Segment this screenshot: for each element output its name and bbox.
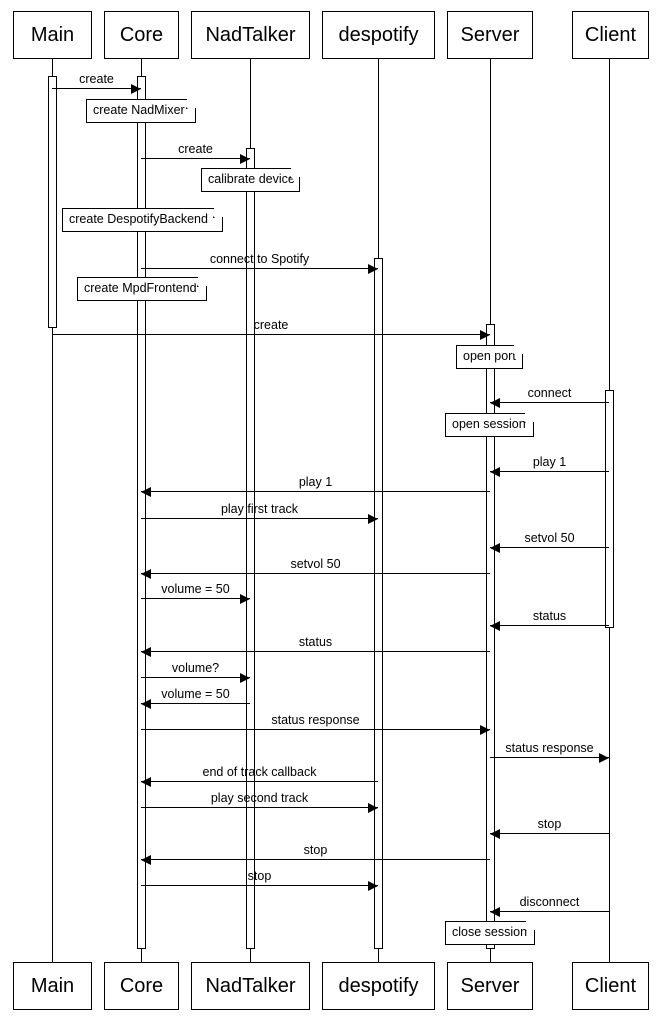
message-line <box>490 402 609 403</box>
note-text: create DespotifyBackend <box>69 212 208 226</box>
note-text: close session <box>452 925 528 939</box>
message-line <box>141 859 490 860</box>
message-label: connect to Spotify <box>209 252 310 266</box>
lifeline-header-client: Client <box>572 11 649 59</box>
note-fold-corner-icon <box>513 345 523 355</box>
lifeline-footer-main: Main <box>13 962 92 1010</box>
message-label: play 1 <box>532 455 567 469</box>
message-label: volume = 50 <box>161 582 230 596</box>
lifeline-footer-server: Server <box>447 962 533 1010</box>
note-fold-corner-icon <box>525 921 535 931</box>
message-line <box>141 518 378 519</box>
note-box <box>86 99 196 123</box>
note-box <box>456 345 523 369</box>
message-line <box>141 677 250 678</box>
message-label: status response <box>505 741 594 755</box>
note-box <box>445 413 534 437</box>
note-fold-corner-icon <box>197 277 207 287</box>
message-label: status <box>532 609 567 623</box>
activation-bar-main <box>48 76 57 328</box>
message-label: stop <box>303 843 328 857</box>
note-text: create NadMixer <box>93 103 185 117</box>
message-label: setvol 50 <box>290 557 341 571</box>
message-line <box>141 573 490 574</box>
message-line <box>490 471 609 472</box>
message-line <box>490 547 609 548</box>
message-label: stop <box>247 869 272 883</box>
lifeline-header-core: Core <box>104 11 179 59</box>
lifeline-footer-core: Core <box>104 962 179 1010</box>
lifeline-footer-despotify: despotify <box>322 962 435 1010</box>
note-fold-corner-icon <box>213 208 223 218</box>
message-label: disconnect <box>519 895 580 909</box>
message-line <box>141 729 490 730</box>
message-line <box>141 598 250 599</box>
note-fold-corner-icon <box>524 413 534 423</box>
note-text: open port <box>463 349 516 363</box>
message-line <box>141 268 378 269</box>
message-label: status response <box>271 713 360 727</box>
message-label: volume? <box>171 661 220 675</box>
note-box <box>201 168 300 192</box>
message-label: play first track <box>220 502 299 516</box>
lifeline-footer-client: Client <box>572 962 649 1010</box>
lifeline-header-main: Main <box>13 11 92 59</box>
message-line <box>490 757 609 758</box>
message-line <box>141 651 490 652</box>
message-label: create <box>79 72 114 86</box>
activation-bar-client <box>605 390 614 628</box>
message-label: stop <box>537 817 562 831</box>
message-line <box>52 334 490 335</box>
lifeline-footer-nadtalker: NadTalker <box>191 962 310 1010</box>
lifeline-header-nadtalker: NadTalker <box>191 11 310 59</box>
message-line <box>141 885 378 886</box>
lifeline-header-despotify: despotify <box>322 11 435 59</box>
note-text: open session <box>452 417 526 431</box>
message-line <box>141 491 490 492</box>
note-text: calibrate device <box>208 172 295 186</box>
message-line <box>141 158 250 159</box>
message-line <box>141 781 378 782</box>
message-label: end of track callback <box>202 765 317 779</box>
note-fold-corner-icon <box>290 168 300 178</box>
message-label: create <box>253 318 289 332</box>
message-label: create <box>178 142 213 156</box>
note-box <box>445 921 535 945</box>
note-box <box>62 208 223 232</box>
message-label: play 1 <box>298 475 333 489</box>
note-box <box>77 277 207 301</box>
message-line <box>141 807 378 808</box>
message-label: setvol 50 <box>524 531 575 545</box>
message-label: connect <box>527 386 572 400</box>
message-label: status <box>298 635 333 649</box>
message-line <box>52 88 141 89</box>
message-line <box>490 625 609 626</box>
message-line <box>141 703 250 704</box>
message-line <box>490 911 609 912</box>
lifeline-header-server: Server <box>447 11 533 59</box>
note-text: create MpdFrontend <box>84 281 197 295</box>
message-label: play second track <box>210 791 309 805</box>
message-label: volume = 50 <box>161 687 230 701</box>
note-fold-corner-icon <box>186 99 196 109</box>
message-line <box>490 833 609 834</box>
